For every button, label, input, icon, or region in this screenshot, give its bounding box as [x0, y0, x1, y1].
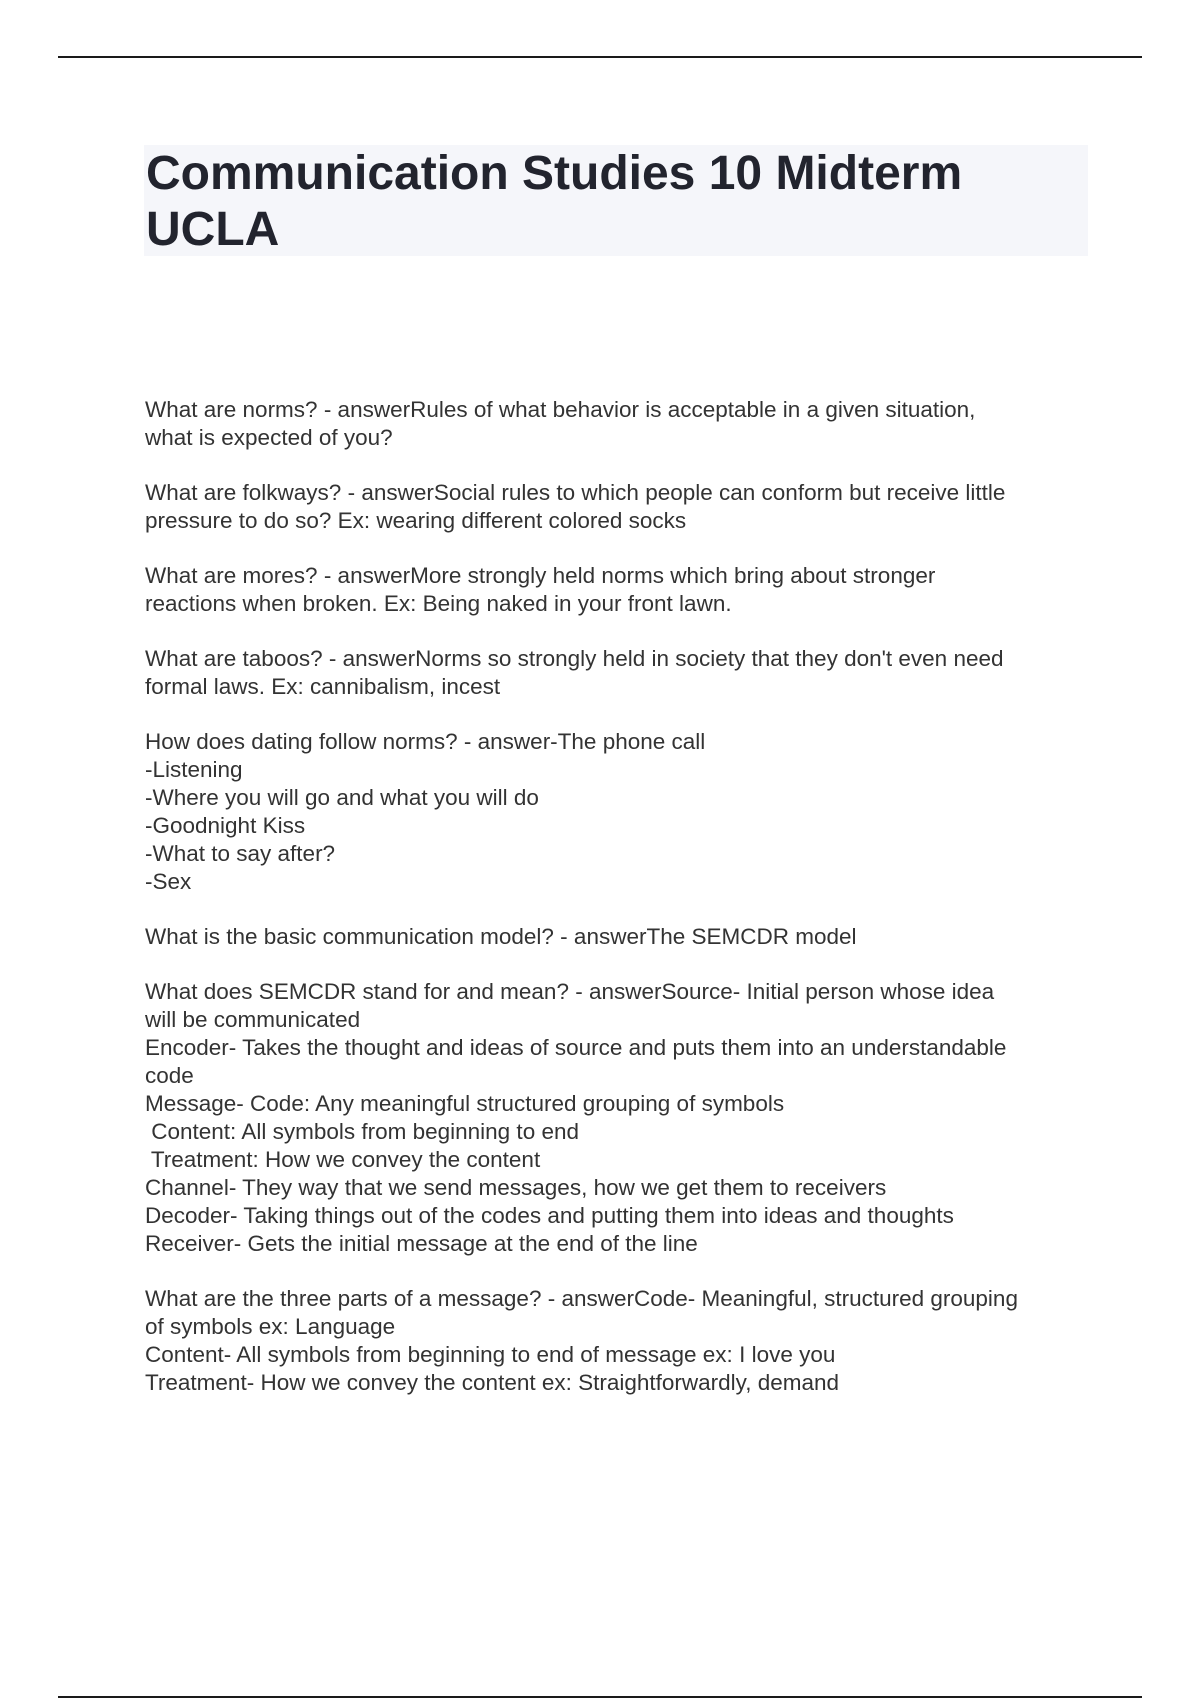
qa-line: Decoder- Taking things out of the codes and putting them into ideas and thoughts [145, 1203, 954, 1228]
top-divider [58, 56, 1142, 58]
qa-line: Receiver- Gets the initial message at the end of the line [145, 1231, 698, 1256]
qa-line: -Goodnight Kiss [145, 813, 306, 838]
qa-item [145, 728, 1095, 896]
qa-item [145, 1285, 1095, 1397]
qa-line: What are mores? - answerMore strongly held norms which bring about stronger [145, 563, 936, 588]
qa-item [145, 479, 1095, 535]
qa-line: What is the basic communication model? - answerThe SEMCDR model [145, 924, 857, 949]
qa-line: -Where you will go and what you will do [145, 785, 539, 810]
qa-line: Channel- They way that we send messages, how we get them to receivers [145, 1175, 887, 1200]
qa-line: Content: All symbols from beginning to end [145, 1119, 579, 1144]
title-line: Communication Studies 10 Midterm [146, 147, 963, 200]
qa-line: -What to say after? [145, 841, 336, 866]
qa-line: -Sex [145, 869, 192, 894]
qa-item [145, 645, 1095, 701]
document-body [145, 396, 1095, 1424]
qa-line: what is expected of you? [145, 425, 393, 450]
qa-line: Message- Code: Any meaningful structured grouping of symbols [145, 1091, 785, 1116]
qa-line: Content- All symbols from beginning to end of message ex: I love you [145, 1342, 836, 1367]
bottom-divider [58, 1696, 1142, 1698]
qa-line: will be communicated [145, 1007, 361, 1032]
qa-item [145, 562, 1095, 618]
qa-line: Encoder- Takes the thought and ideas of source and puts them into an understandable [145, 1035, 1007, 1060]
qa-line: Treatment: How we convey the content [145, 1147, 541, 1172]
title-line: UCLA [146, 203, 280, 256]
qa-line: What are norms? - answerRules of what behavior is acceptable in a given situation, [145, 397, 976, 422]
qa-line: What are taboos? - answerNorms so strongly held in society that they don't even need [145, 646, 1004, 671]
qa-line: pressure to do so? Ex: wearing different colored socks [145, 508, 687, 533]
qa-line: -Listening [145, 757, 243, 782]
qa-line: What are folkways? - answerSocial rules to which people can conform but receive little [145, 480, 1006, 505]
qa-line: code [145, 1063, 194, 1088]
qa-line: of symbols ex: Language [145, 1314, 396, 1339]
qa-line: reactions when broken. Ex: Being naked in your front lawn. [145, 591, 732, 616]
qa-line: What does SEMCDR stand for and mean? - answerSource- Initial person whose idea [145, 979, 995, 1004]
qa-line: Treatment- How we convey the content ex: Straightforwardly, demand [145, 1370, 840, 1395]
qa-line: What are the three parts of a message? - answerCode- Meaningful, structured grouping [145, 1286, 1018, 1311]
qa-item [145, 978, 1095, 1258]
page-title [146, 146, 1046, 258]
qa-line: How does dating follow norms? - answer-The phone call [145, 729, 706, 754]
qa-item [145, 396, 1095, 452]
qa-line: formal laws. Ex: cannibalism, incest [145, 674, 501, 699]
qa-item [145, 923, 1095, 951]
